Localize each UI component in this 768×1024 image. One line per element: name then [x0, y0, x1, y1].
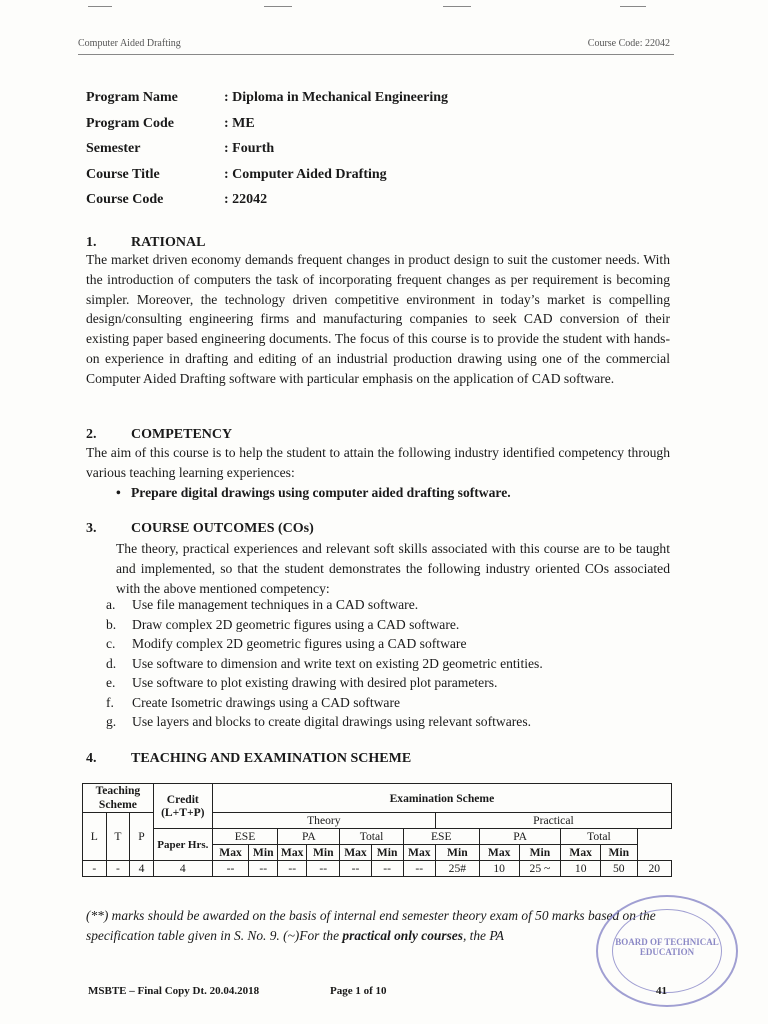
item-letter: g.: [106, 714, 117, 729]
examination-scheme-header: Examination Scheme: [212, 784, 671, 813]
item-text: Use software to plot existing drawing with desired plot parameters.: [132, 675, 498, 690]
table-cell: --: [307, 861, 340, 877]
info-row: [86, 90, 448, 116]
section-heading-outcomes: [86, 521, 314, 537]
running-header-left: Computer Aided Drafting: [78, 38, 181, 49]
info-value: : Fourth: [224, 141, 275, 156]
bullet-text: Prepare digital drawings using computer aided drafting software.: [131, 485, 511, 500]
info-row: [86, 167, 448, 193]
item-text: Modify complex 2D geometric figures using a CAD software: [132, 636, 467, 651]
footnote-text: , the PA: [462, 927, 504, 943]
item-letter: c.: [106, 636, 116, 651]
section-heading-competency: [86, 427, 232, 443]
max-header: Max: [212, 845, 248, 861]
list-item: [106, 617, 543, 637]
info-value: : Diploma in Mechanical Engineering: [224, 90, 448, 105]
section-title: COMPETENCY: [131, 427, 233, 442]
section-title: RATIONAL: [131, 235, 206, 250]
table-cell: --: [249, 861, 278, 877]
table-cell: 25 ~: [519, 861, 561, 877]
col-t: T: [106, 813, 130, 861]
list-item: [106, 597, 543, 617]
competency-paragraph: The aim of this course is to help the student to attain the following industry identified competency through various teaching learning experiences:: [86, 445, 670, 480]
col-p: P: [130, 813, 154, 861]
header-rule: [78, 54, 674, 55]
min-header: Min: [601, 845, 637, 861]
paper-hrs-header: Paper Hrs.: [153, 829, 212, 861]
footer-page-number: Page 1 of 10: [330, 985, 387, 997]
item-letter: a.: [106, 597, 116, 612]
min-header: Min: [371, 845, 403, 861]
min-header: Min: [249, 845, 278, 861]
info-key: Program Name: [86, 90, 178, 105]
info-value: : Computer Aided Drafting: [224, 166, 387, 182]
table-cell: 50: [601, 861, 637, 877]
item-text: Create Isometric drawings using a CAD software: [132, 694, 401, 710]
list-item: [106, 695, 543, 715]
info-value: : ME: [224, 115, 255, 131]
info-value: : 22042: [224, 192, 268, 207]
section-number: 4.: [86, 751, 97, 766]
credit-header: Credit (L+T+P): [153, 784, 212, 829]
info-key: Course Code: [86, 192, 164, 207]
table-cell: -: [106, 861, 130, 877]
list-item: [106, 636, 543, 656]
board-seal-stamp: [596, 895, 738, 1007]
list-item: [106, 656, 543, 676]
table-cell: 10: [561, 861, 601, 877]
max-header: Max: [278, 845, 307, 861]
scan-mark: [264, 6, 292, 7]
table-cell: --: [371, 861, 403, 877]
ese-header: ESE: [212, 829, 277, 845]
pa-header: PA: [479, 829, 561, 845]
item-text: Use file management techniques in a CAD software.: [132, 597, 419, 612]
item-letter: f.: [106, 694, 114, 710]
footer-right: 41: [656, 985, 667, 997]
item-text: Use layers and blocks to create digital drawings using relevant softwares.: [132, 714, 532, 729]
table-cell: 4: [130, 861, 154, 877]
table-cell: --: [403, 861, 435, 877]
outcomes-paragraph: The theory, practical experiences and relevant soft skills associated with this course are to be taught and implemented, so that the student demonstrates the following industry oriented COs associated with the above mentioned competency:: [116, 541, 670, 596]
section-heading-scheme: [86, 751, 411, 767]
info-key: Course Title: [86, 166, 160, 182]
table-row: [83, 861, 672, 877]
info-key: Semester: [86, 141, 141, 156]
max-header: Max: [403, 845, 435, 861]
table-cell: 10: [479, 861, 519, 877]
footnote: [86, 906, 676, 945]
table-cell: --: [212, 861, 248, 877]
min-header: Min: [519, 845, 561, 861]
list-item: [106, 714, 543, 734]
info-row: [86, 116, 448, 142]
table-cell: 20: [637, 861, 672, 877]
section-number: 1.: [86, 235, 97, 250]
section-title: COURSE OUTCOMES (COs): [131, 521, 314, 536]
pa-header: PA: [278, 829, 340, 845]
info-row: [86, 141, 448, 167]
item-letter: b.: [106, 616, 117, 632]
item-letter: e.: [106, 675, 116, 690]
item-text: Draw complex 2D geometric figures using a CAD software.: [132, 616, 460, 632]
section-number: 2.: [86, 427, 97, 442]
total-header: Total: [561, 829, 637, 845]
footer-left: MSBTE – Final Copy Dt. 20.04.2018: [88, 985, 260, 997]
rational-paragraph: The market driven economy demands frequent changes in product design to suit the customer needs. With the introduction of computers the task of incorporating frequent changes as per requirement is becoming simpler. Moreover, the technology driven competitive environment in today’s market is compelling design/consulting engineering firms and manufacturing companies to seek CAD conversion of their existing paper based engineering documents. The focus of this course is to provide the student with hands-on experience in drafting and editing of an industrial production drawing using one of the commercial Computer Aided Drafting software with particular emphasis on the application of CAD software.: [86, 252, 670, 386]
item-text: Use software to dimension and write text on existing 2D geometric entities.: [132, 655, 543, 671]
teaching-scheme-header: Teaching Scheme: [83, 784, 154, 813]
info-row: [86, 192, 448, 218]
table-cell: 4: [153, 861, 212, 877]
scan-mark: [620, 6, 646, 7]
info-key: Program Code: [86, 115, 174, 131]
max-header: Max: [561, 845, 601, 861]
scan-mark: [443, 6, 471, 7]
ese-header: ESE: [403, 829, 479, 845]
item-letter: d.: [106, 655, 117, 671]
max-header: Max: [340, 845, 371, 861]
table-cell: -: [83, 861, 107, 877]
section-title: TEACHING AND EXAMINATION SCHEME: [131, 751, 412, 766]
bullet-icon: •: [116, 485, 121, 500]
footnote-emphasis: practical only courses: [342, 927, 463, 943]
running-header-right: Course Code: 22042: [587, 38, 670, 49]
theory-header: Theory: [212, 813, 435, 829]
footnote-text: (**) marks should be awarded on the basis of internal end semester theory exam of 50 marks based on the specification table given in S. No. 9. (~)For the: [86, 908, 656, 943]
table-row: [83, 829, 672, 845]
list-item: [106, 675, 543, 695]
practical-header: Practical: [435, 813, 671, 829]
competency-bullet: [116, 485, 511, 501]
table-cell: --: [340, 861, 371, 877]
table-cell: --: [278, 861, 307, 877]
course-outcomes-list: [106, 597, 543, 734]
max-header: Max: [479, 845, 519, 861]
program-info: [86, 90, 448, 218]
scan-mark: [88, 6, 112, 7]
min-header: Min: [435, 845, 479, 861]
stamp-text: BOARD OF TECHNICAL EDUCATION: [615, 937, 719, 957]
min-header: Min: [307, 845, 340, 861]
scheme-table: [82, 783, 672, 877]
section-heading-rational: [86, 235, 205, 251]
total-header: Total: [340, 829, 403, 845]
table-cell: 25#: [435, 861, 479, 877]
col-l: L: [83, 813, 107, 861]
section-number: 3.: [86, 521, 97, 536]
